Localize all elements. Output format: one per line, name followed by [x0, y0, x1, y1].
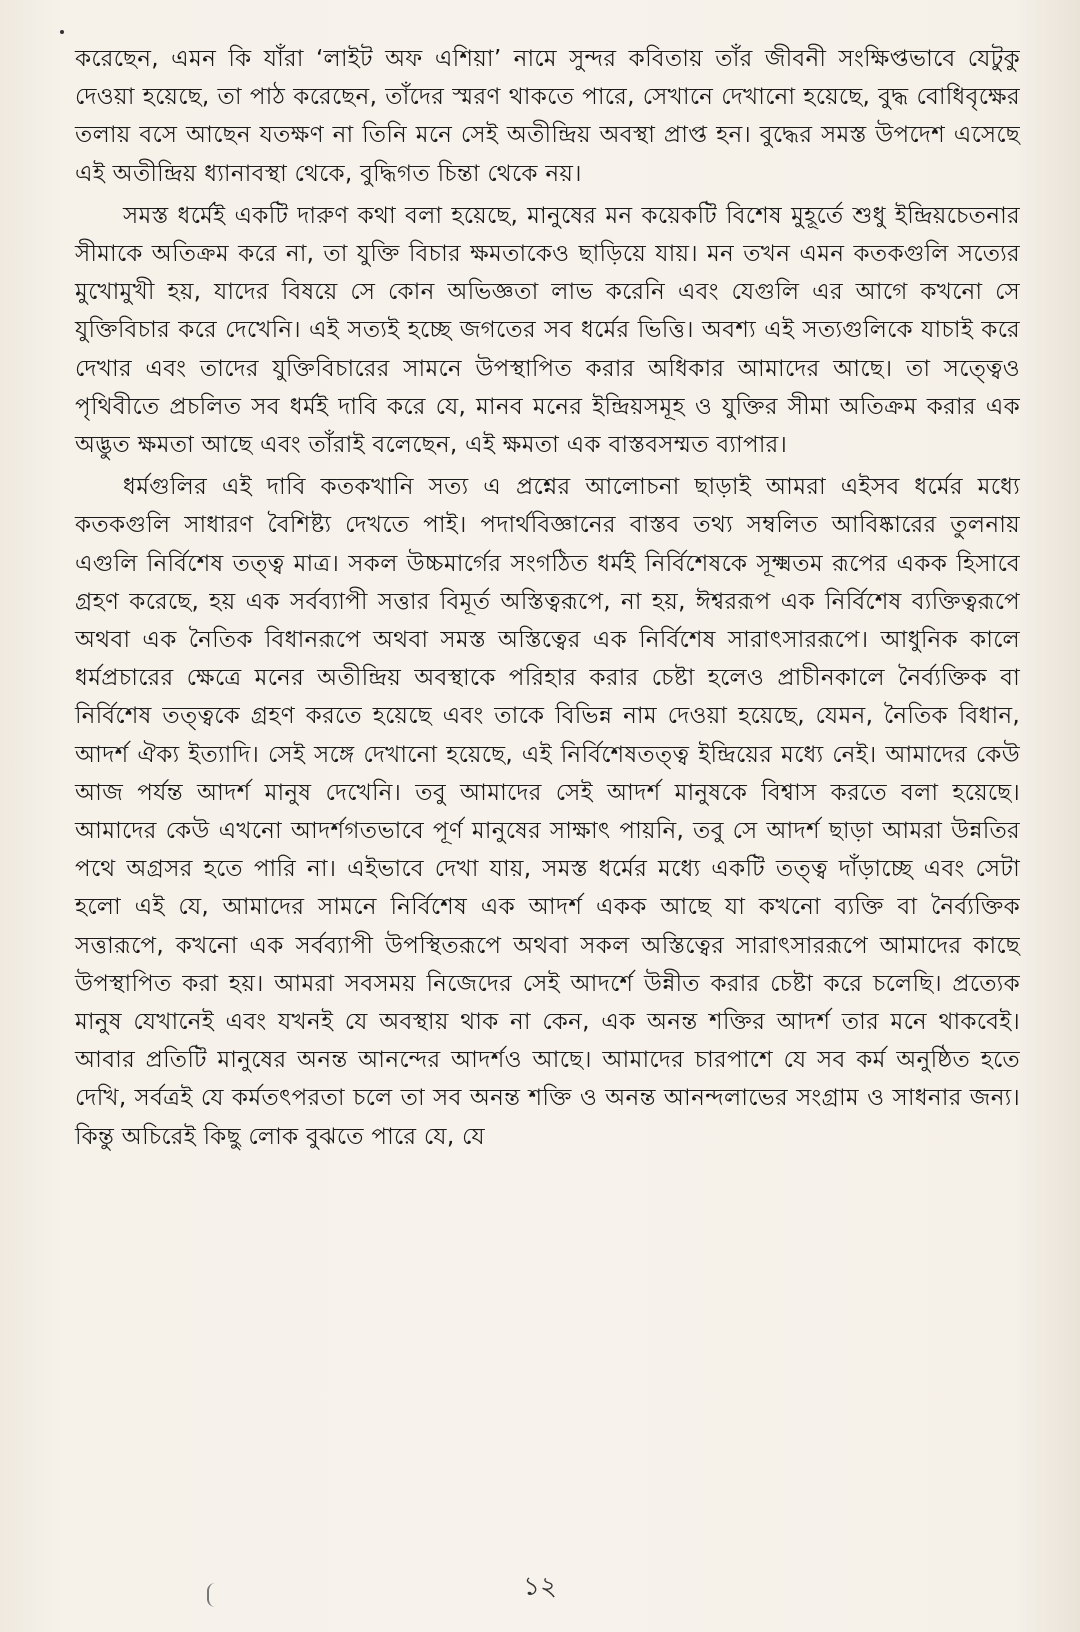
ink-dot	[60, 30, 64, 34]
paragraph-3: ধর্মগুলির এই দাবি কতকখানি সত্য এ প্রশ্নের আলোচনা ছাড়াই আমরা এইসব ধর্মের মধ্যে কতকগুলি সাধারণ বৈশিষ্ট্য দেখতে পাই। পদার্থবিজ্ঞানের বাস্তব তথ্য সম্বলিত আবিষ্কারের তুলনায় এগুলি নির্বিশেষ তত্ত্ব মাত্র। সকল উচ্চমার্গের সংগঠিত ধর্মই নির্বিশেষকে সূক্ষ্মতম রূপের একক হিসাবে গ্রহণ করেছে, হয় এক সর্বব্যাপী সত্তার বিমূর্ত অস্তিত্বরূপে, না হয়, ঈশ্বররূপ এক নির্বিশেষ ব্যক্তিত্বরূপে অথবা এক নৈতিক বিধানরূপে অথবা সমস্ত অস্তিত্বের এক নির্বিশেষ সারাৎসাররূপে। আধুনিক কালে ধর্মপ্রচারের ক্ষেত্রে মনের অতীন্দ্রিয় অবস্থাকে পরিহার করার চেষ্টা হলেও প্রাচীনকালে নৈর্ব্যক্তিক বা নির্বিশেষ তত্ত্বকে গ্রহণ করতে হয়েছে এবং তাকে বিভিন্ন নাম দেওয়া হয়েছে, যেমন, নৈতিক বিধান, আদর্শ ঐক্য ইত্যাদি। সেই সঙ্গে দেখানো হয়েছে, এই নির্বিশেষতত্ত্ব ইন্দ্রিয়ের মধ্যে নেই। আমাদের কেউ আজ পর্যন্ত আদর্শ মানুষ দেখেনি। তবু আমাদের সেই আদর্শ মানুষকে বিশ্বাস করতে বলা হয়েছে। আমাদের কেউ এখনো আদর্শগতভাবে পূর্ণ মানুষের সাক্ষাৎ পায়নি, তবু সে আদর্শ ছাড়া আমরা উন্নতির পথে অগ্রসর হতে পারি না। এইভাবে দেখা যায়, সমস্ত ধর্মের মধ্যে একটি তত্ত্ব দাঁড়াচ্ছে এবং সেটা হলো এই যে, আমাদের সামনে নির্বিশেষ এক আদর্শ একক আছে যা কখনো ব্যক্তি বা নৈর্ব্যক্তিক সত্তারূপে, কখনো এক সর্বব্যাপী উপস্থিতরূপে অথবা সকল অস্তিত্বের সারাৎসাররূপে আমাদের কাছে উপস্থাপিত করা হয়। আমরা সবসময় নিজেদের সেই আদর্শে উন্নীত করার চেষ্টা করে চলেছি। প্রত্যেক মানুষ যেখানেই এবং যখনই যে অবস্থায় থাক না কেন, এক অনন্ত শক্তির আদর্শ তার মনে থাকবেই। আবার প্রতিটি মানুষের অনন্ত আনন্দের আদর্শও আছে। আমাদের চারপাশে যে সব কর্ম অনুষ্ঠিত হতে দেখি, সর্বত্রই যে কর্মতৎপরতা চলে তা সব অনন্ত শক্তি ও অনন্ত আনন্দলাভের সংগ্রাম ও সাধনার জন্য। কিন্তু অচিরেই কিছু লোক বুঝতে পারে যে, যে	[75, 473, 1020, 1150]
body-text	[75, 40, 1020, 1160]
paragraph-2: সমস্ত ধর্মেই একটি দারুণ কথা বলা হয়েছে, মানুষের মন কয়েকটি বিশেষ মুহূর্তে শুধু ইন্দ্রিয়চেতনার সীমাকে অতিক্রম করে না, তা যুক্তি বিচার ক্ষমতাকেও ছাড়িয়ে যায়। মন তখন এমন কতকগুলি সত্যের মুখোমুখী হয়, যাদের বিষয়ে সে কোন অভিজ্ঞতা লাভ করেনি এবং যেগুলি এর আগে কখনো সে যুক্তিবিচার করে দেখেনি। এই সত্যই হচ্ছে জগতের সব ধর্মের ভিত্তি। অবশ্য এই সত্যগুলিকে যাচাই করে দেখার এবং তাদের যুক্তিবিচারের সামনে উপস্থাপিত করার অধিকার আমাদের আছে। তা সত্ত্বেও পৃথিবীতে প্রচলিত সব ধর্মই দাবি করে যে, মানব মনের ইন্দ্রিয়সমূহ ও যুক্তির সীমা অতিক্রম করার এক অদ্ভুত ক্ষমতা আছে এবং তাঁরাই বলেছেন, এই ক্ষমতা এক বাস্তবসম্মত ব্যাপার।	[75, 201, 1020, 459]
paragraph-1: করেছেন, এমন কি যাঁরা ‘লাইট অফ এশিয়া’ নামে সুন্দর কবিতায় তাঁর জীবনী সংক্ষিপ্তভাবে যেটুকু দেওয়া হয়েছে, তা পাঠ করেছেন, তাঁদের স্মরণ থাকতে পারে, সেখানে দেখানো হয়েছে, বুদ্ধ বোধিবৃক্ষের তলায় বসে আছেন যতক্ষণ না তিনি মনে সেই অতীন্দ্রিয় অবস্থা প্রাপ্ত হন। বুদ্ধের সমস্ত উপদেশ এসেছে এই অতীন্দ্রিয় ধ্যানাবস্থা থেকে, বুদ্ধিগত চিন্তা থেকে নয়।	[75, 45, 1020, 187]
page-number: ১২	[523, 1572, 557, 1602]
